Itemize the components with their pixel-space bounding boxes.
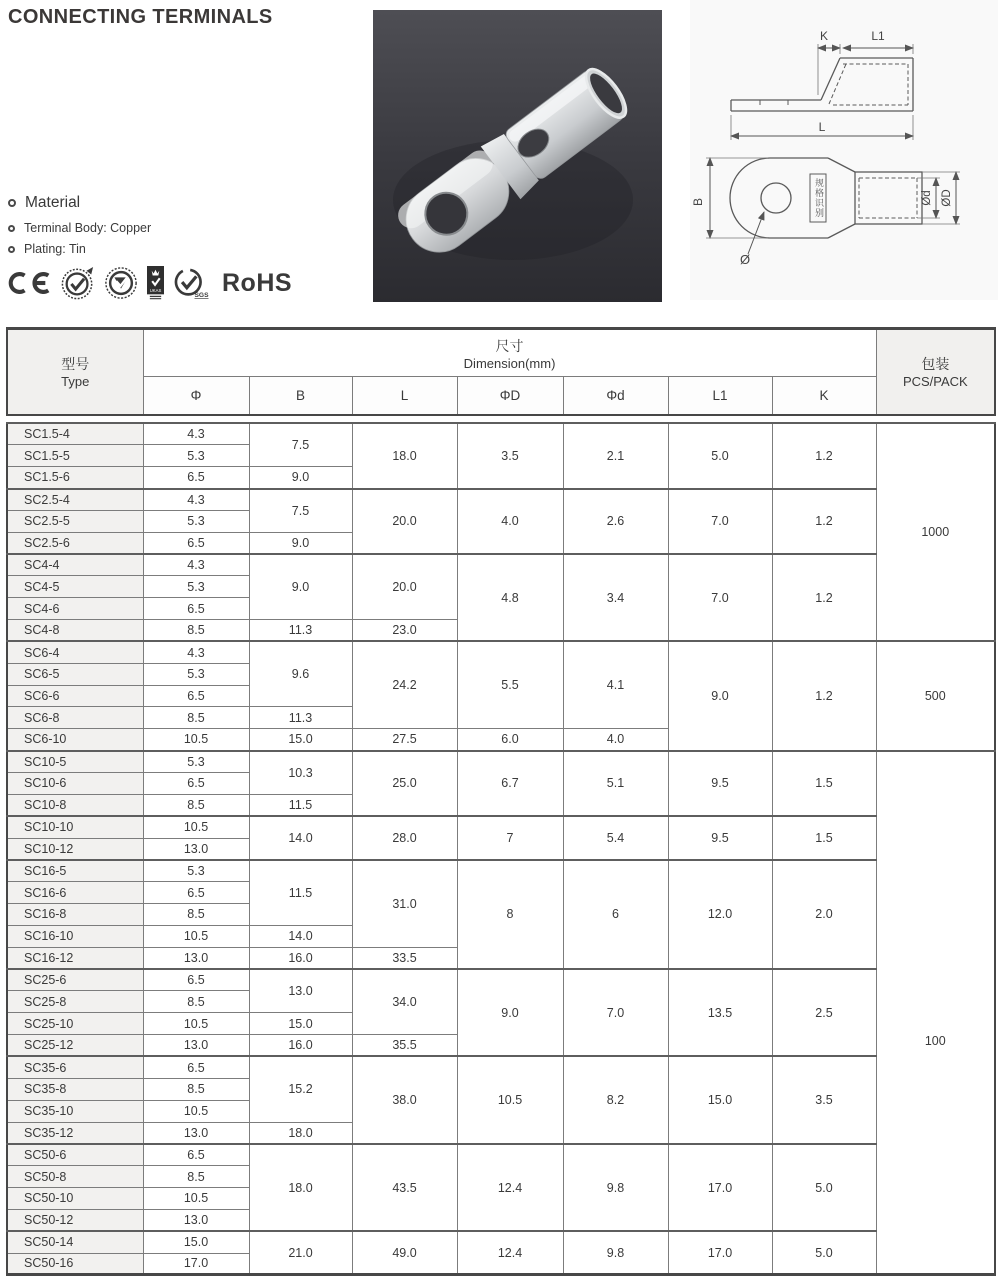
dimension-cell: 17.0 xyxy=(143,1253,249,1275)
dimension-cell: 13.0 xyxy=(143,1209,249,1231)
dim-label-od-big: ØD xyxy=(941,189,953,207)
dimension-cell: 12.4 xyxy=(457,1144,563,1231)
dimension-cell: 9.0 xyxy=(457,969,563,1056)
dimension-cell: 15.0 xyxy=(249,1013,352,1035)
dimension-cell: 4.0 xyxy=(563,729,668,751)
dimension-cell: 5.3 xyxy=(143,576,249,598)
type-cell: SC10-12 xyxy=(7,838,143,860)
material-item: Terminal Body: Copper xyxy=(24,221,152,235)
dimension-cell: 9.0 xyxy=(249,554,352,620)
dimension-cell: 5.1 xyxy=(563,751,668,817)
dimension-cell: 1.5 xyxy=(772,816,876,860)
svg-text:UKAS: UKAS xyxy=(149,287,162,293)
dim-label-k: K xyxy=(819,29,829,43)
header-dim-l1: L1 xyxy=(668,377,772,415)
dimension-cell: 5.3 xyxy=(143,510,249,532)
dimension-cell: 4.3 xyxy=(143,423,249,445)
type-cell: SC25-12 xyxy=(7,1035,143,1057)
type-cell: SC16-10 xyxy=(7,925,143,947)
dimension-cell: 10.5 xyxy=(143,729,249,751)
table-row xyxy=(7,554,995,576)
header-dim-k: K xyxy=(772,377,876,415)
dimension-cell: 2.6 xyxy=(563,489,668,555)
material-heading-row xyxy=(8,194,151,212)
type-cell: SC4-4 xyxy=(7,554,143,576)
ukas-badge-icon xyxy=(147,266,164,300)
bullet-icon xyxy=(8,225,15,232)
dimension-cell: 14.0 xyxy=(249,925,352,947)
ce-mark-icon xyxy=(6,269,52,297)
dimension-cell: 15.0 xyxy=(143,1231,249,1253)
dimension-cell: 23.0 xyxy=(352,620,457,642)
dimension-cell: 5.3 xyxy=(143,663,249,685)
type-cell: SC4-8 xyxy=(7,620,143,642)
type-cell: SC10-5 xyxy=(7,751,143,773)
dimension-cell: 13.5 xyxy=(668,969,772,1056)
dimension-cell: 1.5 xyxy=(772,751,876,817)
material-item-row xyxy=(8,221,151,235)
dimension-cell: 9.5 xyxy=(668,816,772,860)
dimension-cell: 5.3 xyxy=(143,751,249,773)
type-cell: SC1.5-6 xyxy=(7,467,143,489)
material-section xyxy=(8,194,151,263)
dimension-cell: 15.0 xyxy=(249,729,352,751)
dim-label-b: B xyxy=(691,197,705,207)
dimension-cell: 35.5 xyxy=(352,1035,457,1057)
table-row xyxy=(7,641,995,663)
dimension-cell: 1.2 xyxy=(772,423,876,489)
dimension-cell: 8.5 xyxy=(143,991,249,1013)
dimension-cell: 13.0 xyxy=(143,838,249,860)
type-cell: SC16-6 xyxy=(7,882,143,904)
dimension-cell: 6.0 xyxy=(457,729,563,751)
dimension-cell: 8.5 xyxy=(143,794,249,816)
header-dim-phi: Φ xyxy=(143,377,249,415)
dim-label-od-small: Ød xyxy=(921,190,933,206)
dimension-cell: 4.3 xyxy=(143,554,249,576)
type-cell: SC10-6 xyxy=(7,773,143,795)
type-cell: SC6-5 xyxy=(7,663,143,685)
dimension-cell: 8.2 xyxy=(563,1056,668,1143)
dimension-cell: 17.0 xyxy=(668,1231,772,1275)
dimension-cell: 18.0 xyxy=(249,1122,352,1144)
material-heading: Material xyxy=(25,194,81,211)
dimension-cell: 5.5 xyxy=(457,641,563,728)
dimension-cell: 5.0 xyxy=(772,1231,876,1275)
dimension-cell: 4.0 xyxy=(457,489,563,555)
header-dim-phid: Φd xyxy=(563,377,668,415)
header-dim-b: B xyxy=(249,377,352,415)
type-cell: SC4-5 xyxy=(7,576,143,598)
dimension-cell: 10.5 xyxy=(143,1100,249,1122)
type-cell: SC6-10 xyxy=(7,729,143,751)
dimension-cell: 7.5 xyxy=(249,489,352,533)
bullet-icon xyxy=(8,199,16,207)
dimension-cell: 10.5 xyxy=(143,925,249,947)
dimension-cell: 9.0 xyxy=(668,641,772,750)
dimension-cell: 31.0 xyxy=(352,860,457,947)
dimension-cell: 8.5 xyxy=(143,620,249,642)
type-cell: SC25-10 xyxy=(7,1013,143,1035)
dimension-cell: 13.0 xyxy=(143,947,249,969)
dimension-cell: 10.3 xyxy=(249,751,352,795)
header-dim-l: L xyxy=(352,377,457,415)
type-cell: SC35-12 xyxy=(7,1122,143,1144)
weee-compliant-badge-icon xyxy=(61,265,95,301)
dimension-cell: 10.5 xyxy=(143,1013,249,1035)
dimension-cell: 7 xyxy=(457,816,563,860)
dimension-cell: 12.0 xyxy=(668,860,772,969)
header-type-en: Type xyxy=(61,374,90,390)
type-cell: SC6-8 xyxy=(7,707,143,729)
material-item-row xyxy=(8,242,151,256)
dimension-cell: 9.8 xyxy=(563,1144,668,1231)
type-cell: SC50-8 xyxy=(7,1166,143,1188)
dimension-cell: 9.6 xyxy=(249,641,352,707)
dimension-cell: 6.5 xyxy=(143,1144,249,1166)
type-cell: SC10-10 xyxy=(7,816,143,838)
dim-label-l: L xyxy=(818,120,826,134)
type-cell: SC35-6 xyxy=(7,1056,143,1078)
type-cell: SC25-6 xyxy=(7,969,143,991)
dimension-cell: 24.2 xyxy=(352,641,457,728)
svg-text:SGS: SGS xyxy=(194,292,209,300)
dimension-cell: 11.3 xyxy=(249,707,352,729)
dimension-cell: 18.0 xyxy=(249,1144,352,1231)
dimension-cell: 33.5 xyxy=(352,947,457,969)
type-cell: SC16-8 xyxy=(7,904,143,926)
header-pack-zh: 包装 xyxy=(921,356,950,373)
dimension-cell: 7.0 xyxy=(668,554,772,641)
table-row xyxy=(7,1056,995,1078)
dimension-cell: 8.5 xyxy=(143,707,249,729)
dimension-cell: 2.5 xyxy=(772,969,876,1056)
dimension-cell: 8 xyxy=(457,860,563,969)
iso-badge-icon xyxy=(104,265,138,301)
dimension-cell: 10.5 xyxy=(143,816,249,838)
dimension-cell: 5.3 xyxy=(143,860,249,882)
spec-table-header xyxy=(6,327,996,416)
spec-table xyxy=(6,422,996,1276)
table-row xyxy=(7,1231,995,1253)
type-cell: SC16-12 xyxy=(7,947,143,969)
type-cell: SC1.5-4 xyxy=(7,423,143,445)
dimension-cell: 9.8 xyxy=(563,1231,668,1275)
dimension-cell: 13.0 xyxy=(143,1035,249,1057)
dimension-cell: 1.2 xyxy=(772,489,876,555)
material-item: Plating: Tin xyxy=(24,242,86,256)
header-pack-en: PCS/PACK xyxy=(902,374,968,390)
dimension-cell: 4.3 xyxy=(143,489,249,511)
type-cell: SC2.5-4 xyxy=(7,489,143,511)
type-cell: SC35-10 xyxy=(7,1100,143,1122)
dimension-cell: 6.5 xyxy=(143,467,249,489)
type-cell: SC10-8 xyxy=(7,794,143,816)
pack-cell: 100 xyxy=(876,751,995,1275)
dimension-cell: 9.0 xyxy=(249,532,352,554)
page-title: CONNECTING TERMINALS xyxy=(8,6,273,28)
dimension-cell: 21.0 xyxy=(249,1231,352,1275)
pack-cell: 500 xyxy=(876,641,995,750)
header-dim-phid-cap: ΦD xyxy=(457,377,563,415)
header-dimension-zh: 尺寸 xyxy=(495,337,524,354)
type-cell: SC6-4 xyxy=(7,641,143,663)
dimension-cell: 3.5 xyxy=(772,1056,876,1143)
dimension-cell: 34.0 xyxy=(352,969,457,1035)
dimension-cell: 9.0 xyxy=(249,467,352,489)
product-photo xyxy=(373,10,662,302)
table-row xyxy=(7,489,995,511)
dimension-cell: 11.3 xyxy=(249,620,352,642)
dimension-cell: 14.0 xyxy=(249,816,352,860)
dimension-cell: 6.5 xyxy=(143,532,249,554)
dimension-cell: 15.0 xyxy=(668,1056,772,1143)
dimension-cell: 6.5 xyxy=(143,598,249,620)
dimension-cell: 9.5 xyxy=(668,751,772,817)
dimension-cell: 4.1 xyxy=(563,641,668,728)
dimension-cell: 6.5 xyxy=(143,882,249,904)
dimension-cell: 13.0 xyxy=(143,1122,249,1144)
dimension-cell: 5.0 xyxy=(772,1144,876,1231)
table-row xyxy=(7,860,995,882)
dimension-cell: 11.5 xyxy=(249,860,352,926)
dimension-cell: 5.4 xyxy=(563,816,668,860)
type-cell: SC50-6 xyxy=(7,1144,143,1166)
header-dimension xyxy=(143,329,876,377)
dimension-cell: 20.0 xyxy=(352,489,457,555)
certification-logos xyxy=(6,264,292,302)
dimension-cell: 4.3 xyxy=(143,641,249,663)
table-row xyxy=(7,423,995,445)
dimension-cell: 28.0 xyxy=(352,816,457,860)
dimension-cell: 6.5 xyxy=(143,969,249,991)
dim-label-l1: L1 xyxy=(871,29,885,43)
type-cell: SC2.5-6 xyxy=(7,532,143,554)
header-dimension-en: Dimension(mm) xyxy=(463,355,556,371)
type-cell: SC4-6 xyxy=(7,598,143,620)
type-cell: SC50-16 xyxy=(7,1253,143,1275)
dimension-cell: 7.0 xyxy=(563,969,668,1056)
dimension-cell: 1.2 xyxy=(772,554,876,641)
dimension-cell: 17.0 xyxy=(668,1144,772,1231)
dimension-cell: 20.0 xyxy=(352,554,457,620)
dimension-cell: 43.5 xyxy=(352,1144,457,1231)
dimension-cell: 8.5 xyxy=(143,904,249,926)
dimension-cell: 6.5 xyxy=(143,685,249,707)
dimension-cell: 7.5 xyxy=(249,423,352,467)
pack-cell: 1000 xyxy=(876,423,995,641)
dimension-cell: 16.0 xyxy=(249,947,352,969)
type-cell: SC2.5-5 xyxy=(7,510,143,532)
dimension-cell: 8.5 xyxy=(143,1166,249,1188)
table-row xyxy=(7,969,995,991)
type-cell: SC6-6 xyxy=(7,685,143,707)
dimension-cell: 5.3 xyxy=(143,445,249,467)
table-row xyxy=(7,1144,995,1166)
rohs-label: RoHS xyxy=(222,268,293,297)
header-pack xyxy=(876,329,995,415)
dimension-cell: 16.0 xyxy=(249,1035,352,1057)
technical-drawing xyxy=(690,0,998,300)
dimension-cell: 7.0 xyxy=(668,489,772,555)
dimension-cell: 6.7 xyxy=(457,751,563,817)
dimension-cell: 13.0 xyxy=(249,969,352,1013)
dimension-cell: 10.5 xyxy=(143,1188,249,1210)
dimension-cell: 6 xyxy=(563,860,668,969)
type-cell: SC16-5 xyxy=(7,860,143,882)
header-type xyxy=(7,329,143,415)
dimension-cell: 3.5 xyxy=(457,423,563,489)
type-cell: SC1.5-5 xyxy=(7,445,143,467)
table-row xyxy=(7,751,995,773)
bullet-icon xyxy=(8,246,15,253)
sgs-badge-icon xyxy=(173,265,213,301)
type-cell: SC50-12 xyxy=(7,1209,143,1231)
dimension-cell: 18.0 xyxy=(352,423,457,489)
dimension-cell: 1.2 xyxy=(772,641,876,750)
dimension-cell: 6.5 xyxy=(143,1056,249,1078)
dimension-cell: 4.8 xyxy=(457,554,563,641)
dimension-cell: 5.0 xyxy=(668,423,772,489)
dimension-cell: 3.4 xyxy=(563,554,668,641)
dimension-cell: 38.0 xyxy=(352,1056,457,1143)
header-type-zh: 型号 xyxy=(61,356,90,373)
type-cell: SC25-8 xyxy=(7,991,143,1013)
dimension-cell: 8.5 xyxy=(143,1078,249,1100)
dimension-cell: 2.0 xyxy=(772,860,876,969)
dimension-cell: 10.5 xyxy=(457,1056,563,1143)
table-row xyxy=(7,816,995,838)
spec-marking-text: 规格识别 xyxy=(814,178,824,218)
dimension-cell: 25.0 xyxy=(352,751,457,817)
type-cell: SC50-14 xyxy=(7,1231,143,1253)
dimension-cell: 6.5 xyxy=(143,773,249,795)
type-cell: SC50-10 xyxy=(7,1188,143,1210)
dimension-cell: 49.0 xyxy=(352,1231,457,1275)
dimension-cell: 12.4 xyxy=(457,1231,563,1275)
type-cell: SC35-8 xyxy=(7,1078,143,1100)
dimension-cell: 27.5 xyxy=(352,729,457,751)
dim-label-hole: Ø xyxy=(740,252,751,267)
dimension-cell: 11.5 xyxy=(249,794,352,816)
dimension-cell: 15.2 xyxy=(249,1056,352,1122)
dimension-cell: 2.1 xyxy=(563,423,668,489)
